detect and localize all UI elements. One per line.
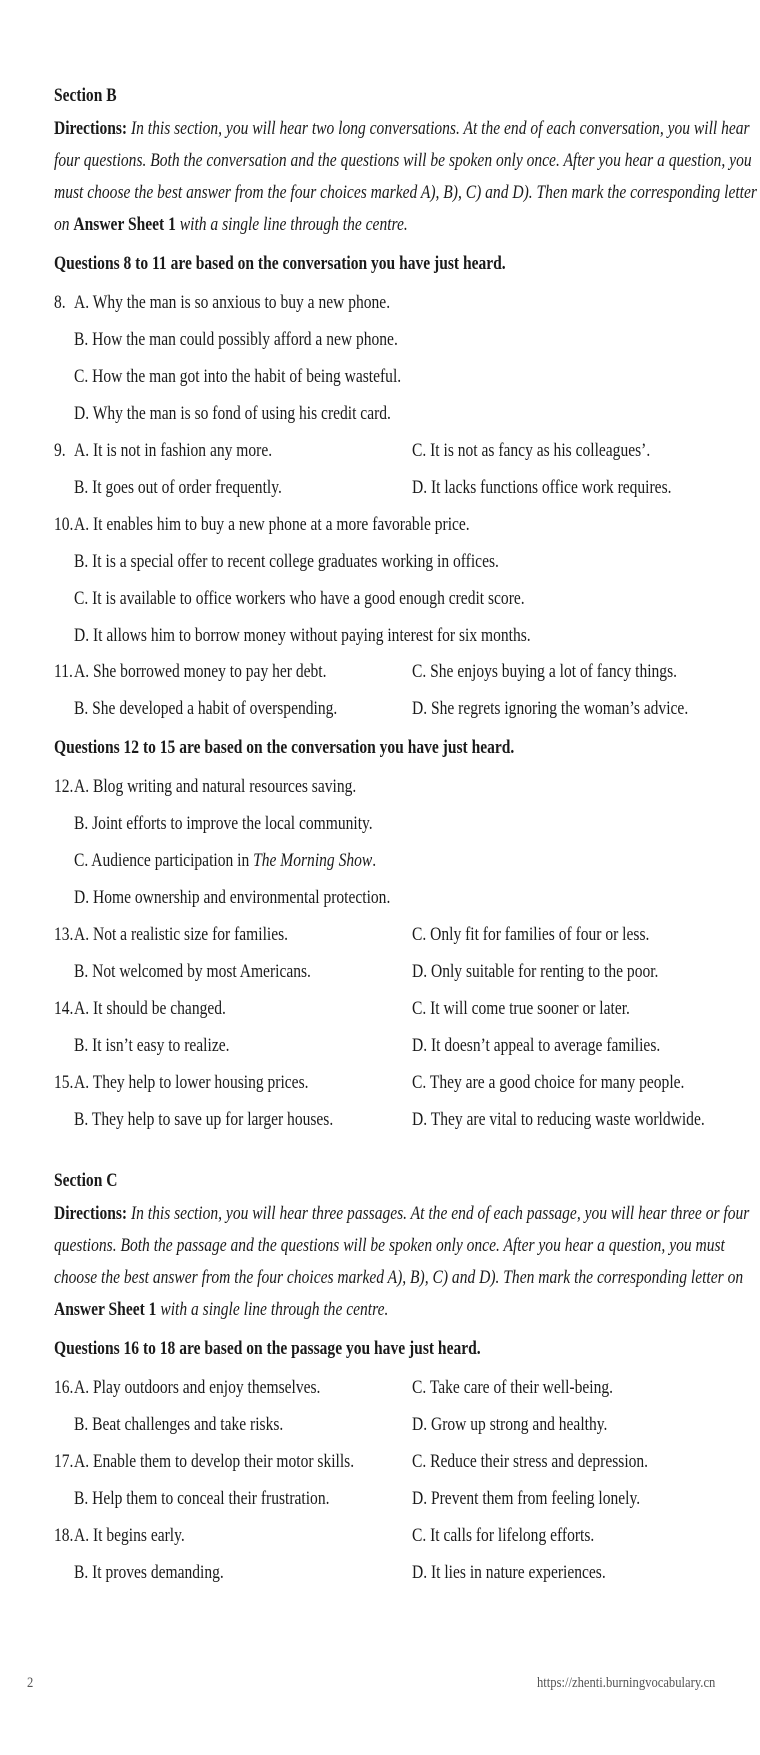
q9-option-b: B. It goes out of order frequently. — [74, 478, 282, 498]
footer-url[interactable]: https://zhenti.burningvocabulary.cn — [537, 1675, 716, 1691]
q11-option-a: A. She borrowed money to pay her debt. — [74, 662, 327, 682]
q16-option-b: B. Beat challenges and take risks. — [74, 1415, 284, 1435]
exam-page — [54, 0, 757, 1755]
q15-option-c: C. They are a good choice for many people. — [412, 1073, 685, 1093]
section-c-heading: Section C — [54, 1171, 118, 1191]
q12-option-d: D. Home ownership and environmental protection. — [74, 888, 391, 908]
q14-option-b: B. It isn’t easy to realize. — [74, 1036, 230, 1056]
q14-option-d: D. It doesn’t appeal to average families. — [412, 1036, 661, 1056]
question-14-number: 14. — [54, 999, 74, 1019]
q14-option-a: A. It should be changed. — [74, 999, 226, 1019]
q9-option-c: C. It is not as fancy as his colleagues’. — [412, 441, 651, 461]
questions-8-11-heading: Questions 8 to 11 are based on the conversation you have just heard. — [54, 254, 506, 274]
q18-option-a: A. It begins early. — [74, 1526, 185, 1546]
questions-16-18-heading: Questions 16 to 18 are based on the passage you have just heard. — [54, 1339, 481, 1359]
section-c-directions-line-1: Directions: In this section, you will hear three passages. At the end of each passage, you will hear three or four — [54, 1204, 750, 1224]
q10-option-b: B. It is a special offer to recent college graduates working in offices. — [74, 552, 499, 572]
section-b-directions-line-3: must choose the best answer from the four choices marked A), B), C) and D). Then mark the corresponding letter — [54, 183, 757, 203]
question-13-number: 13. — [54, 925, 74, 945]
q18-option-b: B. It proves demanding. — [74, 1563, 224, 1583]
section-c-directions-line-2: questions. Both the passage and the questions will be spoken only once. After you hear a question, you must — [54, 1236, 725, 1256]
q12-option-a: A. Blog writing and natural resources saving. — [74, 777, 357, 797]
q8-option-b: B. How the man could possibly afford a new phone. — [74, 330, 398, 350]
q15-option-b: B. They help to save up for larger houses. — [74, 1110, 334, 1130]
q11-option-c: C. She enjoys buying a lot of fancy things. — [412, 662, 678, 682]
q13-option-a: A. Not a realistic size for families. — [74, 925, 289, 945]
q17-option-c: C. Reduce their stress and depression. — [412, 1452, 649, 1472]
q12-option-b: B. Joint efforts to improve the local community. — [74, 814, 373, 834]
q9-option-a: A. It is not in fashion any more. — [74, 441, 273, 461]
q10-option-a: A. It enables him to buy a new phone at a more favorable price. — [74, 515, 470, 535]
question-9-number: 9. — [54, 441, 66, 461]
question-15-number: 15. — [54, 1073, 74, 1093]
q10-option-d: D. It allows him to borrow money without paying interest for six months. — [74, 626, 531, 646]
question-12-number: 12. — [54, 777, 74, 797]
q15-option-a: A. They help to lower housing prices. — [74, 1073, 309, 1093]
q16-option-d: D. Grow up strong and healthy. — [412, 1415, 608, 1435]
q8-option-d: D. Why the man is so fond of using his credit card. — [74, 404, 391, 424]
q16-option-a: A. Play outdoors and enjoy themselves. — [74, 1378, 321, 1398]
q13-option-d: D. Only suitable for renting to the poor. — [412, 962, 659, 982]
q11-option-d: D. She regrets ignoring the woman’s advice. — [412, 699, 689, 719]
q9-option-d: D. It lacks functions office work requires. — [412, 478, 672, 498]
q16-option-c: C. Take care of their well-being. — [412, 1378, 613, 1398]
questions-12-15-heading: Questions 12 to 15 are based on the conversation you have just heard. — [54, 738, 515, 758]
q17-option-a: A. Enable them to develop their motor skills. — [74, 1452, 355, 1472]
section-c-directions-line-3: choose the best answer from the four choices marked A), B), C) and D). Then mark the corresponding letter on — [54, 1268, 744, 1288]
q17-option-b: B. Help them to conceal their frustration. — [74, 1489, 330, 1509]
q10-option-c: C. It is available to office workers who have a good enough credit score. — [74, 589, 525, 609]
q14-option-c: C. It will come true sooner or later. — [412, 999, 630, 1019]
q15-option-d: D. They are vital to reducing waste worldwide. — [412, 1110, 705, 1130]
question-11-number: 11. — [54, 662, 73, 682]
q18-option-c: C. It calls for lifelong efforts. — [412, 1526, 595, 1546]
section-b-directions-line-4: on Answer Sheet 1 with a single line through the centre. — [54, 215, 408, 235]
question-17-number: 17. — [54, 1452, 74, 1472]
q13-option-b: B. Not welcomed by most Americans. — [74, 962, 311, 982]
section-b-heading: Section B — [54, 86, 117, 106]
q13-option-c: C. Only fit for families of four or less. — [412, 925, 650, 945]
question-10-number: 10. — [54, 515, 74, 535]
q8-option-a: A. Why the man is so anxious to buy a new phone. — [74, 293, 391, 313]
section-b-directions-line-1: Directions: In this section, you will hear two long conversations. At the end of each conversation, you will hear — [54, 119, 750, 139]
directions-label: Directions: — [54, 119, 128, 139]
page-number: 2 — [27, 1675, 34, 1691]
q18-option-d: D. It lies in nature experiences. — [412, 1563, 606, 1583]
q17-option-d: D. Prevent them from feeling lonely. — [412, 1489, 641, 1509]
question-18-number: 18. — [54, 1526, 74, 1546]
question-16-number: 16. — [54, 1378, 74, 1398]
section-c-directions-line-4: Answer Sheet 1 with a single line through the centre. — [54, 1300, 389, 1320]
q8-option-c: C. How the man got into the habit of being wasteful. — [74, 367, 402, 387]
question-8-number: 8. — [54, 293, 66, 313]
section-b-directions-line-2: four questions. Both the conversation and the questions will be spoken only once. After you hear a question, you — [54, 151, 752, 171]
q11-option-b: B. She developed a habit of overspending. — [74, 699, 338, 719]
q12-option-c: C. Audience participation in The Morning Show. — [74, 851, 377, 871]
